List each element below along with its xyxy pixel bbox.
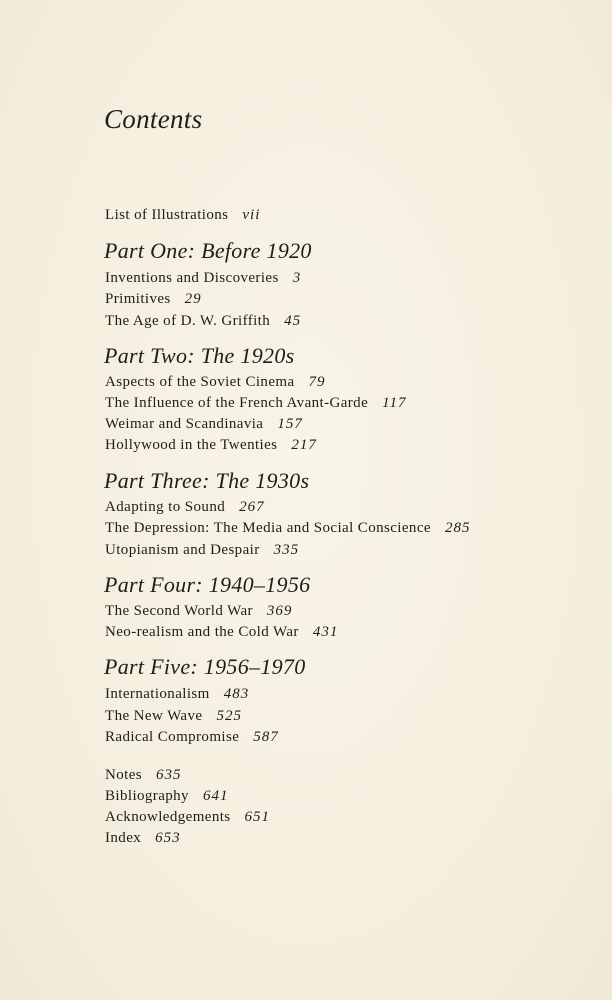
chapter-page: 335 [273,542,300,558]
entry-title: Bibliography [105,788,189,804]
chapter-page: 285 [444,520,471,536]
chapter-title: The Age of D. W. Griffith [105,313,271,329]
entry-title: Acknowledgements [105,809,231,825]
chapter-page: 79 [308,374,326,390]
chapter-title: Internationalism [105,686,210,702]
chapter-title: Neo-realism and the Cold War [105,624,299,640]
chapter-title: Radical Compromise [105,729,240,745]
chapter-title: The New Wave [105,708,203,724]
entry-title: Notes [105,767,142,783]
chapter-page: 45 [284,313,302,329]
chapter-title: Weimar and Scandinavia [105,416,264,432]
chapter-title: Utopianism and Despair [105,542,260,558]
chapter-page: 587 [253,729,279,745]
chapter-page: 483 [223,686,250,702]
chapter-page: 217 [291,437,317,453]
entry-page: vii [242,207,261,223]
chapter-title: The Second World War [105,603,253,619]
chapter-page: 29 [184,291,202,307]
entry-page: 651 [244,809,271,825]
chapter-page: 267 [239,499,265,515]
part-heading: Part One: Before 1920 [104,238,312,263]
page-title: Contents [104,104,203,134]
chapter-page: 157 [277,416,303,432]
chapter-page: 525 [216,708,242,724]
chapter-title: The Influence of the French Avant-Garde [105,395,369,411]
chapter-title: The Depression: The Media and Social Conscience [105,520,431,536]
chapter-title: Adapting to Sound [105,499,226,515]
entry-title: List of Illustrations [105,207,229,223]
chapter-title: Inventions and Discoveries [105,270,279,286]
part-heading: Part Two: The 1920s [104,343,295,368]
chapter-page: 431 [312,624,339,640]
entry-page: 635 [156,767,182,783]
chapter-page: 117 [382,395,407,411]
part-heading: Part Five: 1956–1970 [104,654,306,679]
entry-page: 653 [155,830,181,846]
entry-title: Index [105,830,142,846]
chapter-title: Aspects of the Soviet Cinema [105,374,295,390]
entry-page: 641 [202,788,229,804]
chapter-page: 369 [266,603,293,619]
chapter-page: 3 [292,270,302,286]
part-heading: Part Four: 1940–1956 [104,572,311,597]
part-heading: Part Three: The 1930s [104,468,310,493]
chapter-title: Primitives [105,291,171,307]
chapter-title: Hollywood in the Twenties [105,437,278,453]
